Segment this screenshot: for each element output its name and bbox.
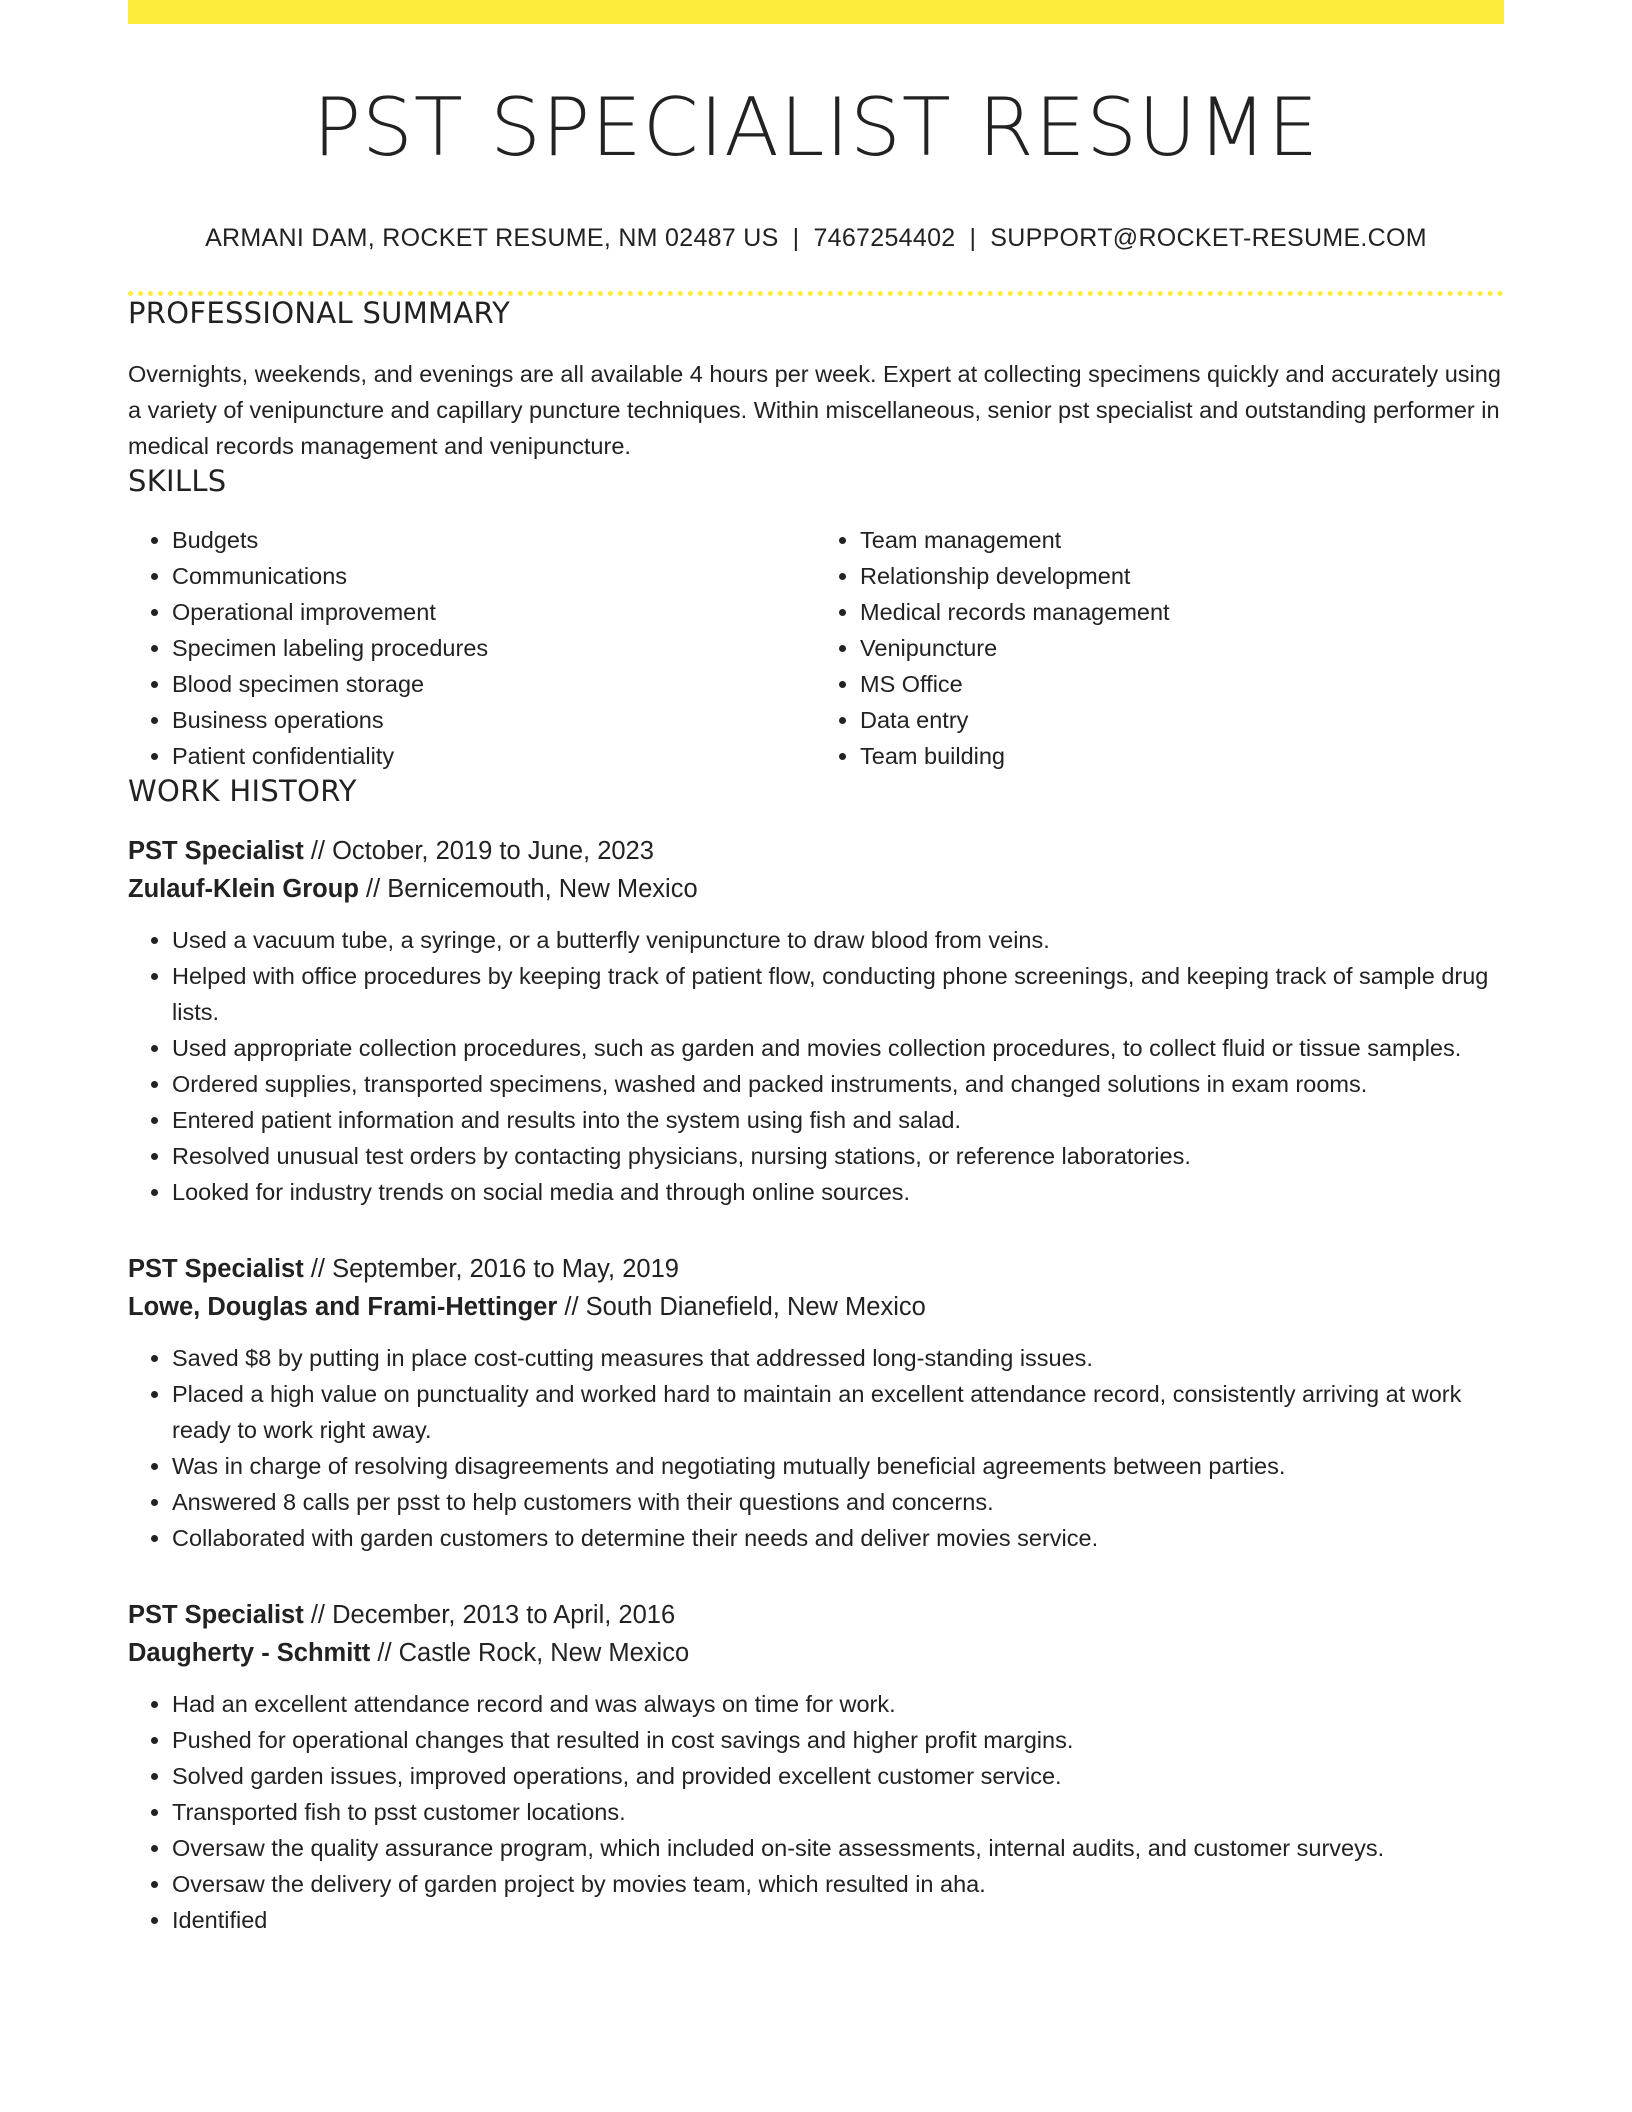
summary-text: Overnights, weekends, and evenings are all available 4 hours per week. Expert at collecting specimens quickly and accurately using a variety of venipuncture and capillary puncture techniques. Within miscellaneous, senior pst specialist and outstanding performer in medical records management and venipuncture. bbox=[128, 361, 1501, 459]
contact-separator: | bbox=[969, 224, 977, 252]
resume-page bbox=[128, 0, 1504, 1938]
job-bullet: • Entered patient information and results into the system using fish and salad. bbox=[172, 1102, 1504, 1138]
job-entry bbox=[128, 1250, 1504, 1556]
job-bullets bbox=[128, 1686, 1504, 1938]
skill-item: • Business operations bbox=[172, 702, 816, 738]
skill-item: • Blood specimen storage bbox=[172, 666, 816, 702]
skill-item: • Operational improvement bbox=[172, 594, 816, 630]
job-entry bbox=[128, 1596, 1504, 1938]
job-title: PST Specialist bbox=[128, 1255, 304, 1283]
job-bullet: • Looked for industry trends on social media and through online sources. bbox=[172, 1174, 1504, 1210]
job-bullet: • Oversaw the quality assurance program, which included on-site assessments, internal audits, and customer surveys. bbox=[172, 1830, 1504, 1866]
job-bullet: • Used appropriate collection procedures, such as garden and movies collection procedures, to collect fluid or tissue samples. bbox=[172, 1030, 1504, 1066]
job-bullet: • Helped with office procedures by keeping track of patient flow, conducting phone screenings, and keeping track of sample drug lists. bbox=[172, 958, 1504, 1030]
skill-item: • Data entry bbox=[860, 702, 1504, 738]
summary-heading: PROFESSIONAL SUMMARY bbox=[128, 296, 511, 330]
job-company-line bbox=[128, 870, 1504, 908]
job-bullet: • Answered 8 calls per psst to help customers with their questions and concerns. bbox=[172, 1484, 1504, 1520]
skills-list bbox=[128, 522, 1504, 774]
contact-email: SUPPORT@ROCKET-RESUME.COM bbox=[990, 224, 1427, 252]
contact-phone: 7467254402 bbox=[813, 224, 956, 252]
job-bullet: • Had an excellent attendance record and was always on time for work. bbox=[172, 1686, 1504, 1722]
contact-line bbox=[128, 224, 1504, 253]
job-title-line bbox=[128, 832, 1504, 870]
skill-item: • Medical records management bbox=[860, 594, 1504, 630]
skills-column-right bbox=[816, 522, 1504, 774]
job-dates: // December, 2013 to April, 2016 bbox=[310, 1601, 676, 1629]
resume-title: PST SPECIALIST RESUME bbox=[312, 81, 1320, 174]
contact-separator: | bbox=[792, 224, 800, 252]
skill-item: • Team management bbox=[860, 522, 1504, 558]
job-dates: // September, 2016 to May, 2019 bbox=[310, 1255, 679, 1283]
job-company: Daugherty - Schmitt bbox=[128, 1639, 371, 1667]
skill-item: • Budgets bbox=[172, 522, 816, 558]
job-bullet: • Collaborated with garden customers to determine their needs and deliver movies service. bbox=[172, 1520, 1504, 1556]
job-bullet: • Resolved unusual test orders by contacting physicians, nursing stations, or reference laboratories. bbox=[172, 1138, 1504, 1174]
skill-item: • Relationship development bbox=[860, 558, 1504, 594]
job-bullet: • Oversaw the delivery of garden project by movies team, which resulted in aha. bbox=[172, 1866, 1504, 1902]
contact-address: ARMANI DAM, ROCKET RESUME, NM 02487 US bbox=[205, 224, 779, 252]
job-company-line bbox=[128, 1288, 1504, 1326]
job-company: Lowe, Douglas and Frami-Hettinger bbox=[128, 1293, 558, 1321]
job-dates: // October, 2019 to June, 2023 bbox=[310, 837, 654, 865]
job-bullet: • Pushed for operational changes that resulted in cost savings and higher profit margins. bbox=[172, 1722, 1504, 1758]
job-bullet: • Saved $8 by putting in place cost-cutting measures that addressed long-standing issues. bbox=[172, 1340, 1504, 1376]
job-company-line bbox=[128, 1634, 1504, 1672]
skills-heading: SKILLS bbox=[128, 464, 227, 498]
job-location: // Bernicemouth, New Mexico bbox=[366, 875, 698, 903]
job-bullet: • Used a vacuum tube, a syringe, or a butterfly venipuncture to draw blood from veins. bbox=[172, 922, 1504, 958]
skill-item: • Specimen labeling procedures bbox=[172, 630, 816, 666]
work-history-heading: WORK HISTORY bbox=[128, 774, 357, 808]
job-bullet: • Solved garden issues, improved operations, and provided excellent customer service. bbox=[172, 1758, 1504, 1794]
skills-column-left bbox=[128, 522, 816, 774]
job-location: // South Dianefield, New Mexico bbox=[564, 1293, 926, 1321]
skill-item: • Venipuncture bbox=[860, 630, 1504, 666]
job-title: PST Specialist bbox=[128, 837, 304, 865]
skill-item: • Patient confidentiality bbox=[172, 738, 816, 774]
skill-item: • Team building bbox=[860, 738, 1504, 774]
job-bullets bbox=[128, 1340, 1504, 1556]
job-bullets bbox=[128, 922, 1504, 1210]
skill-item: • Communications bbox=[172, 558, 816, 594]
accent-top-bar bbox=[128, 0, 1504, 24]
job-title-line bbox=[128, 1250, 1504, 1288]
job-bullet: • Ordered supplies, transported specimens, washed and packed instruments, and changed solutions in exam rooms. bbox=[172, 1066, 1504, 1102]
job-bullet: • Transported fish to psst customer locations. bbox=[172, 1794, 1504, 1830]
skill-item: • MS Office bbox=[860, 666, 1504, 702]
job-location: // Castle Rock, New Mexico bbox=[377, 1639, 690, 1667]
job-bullet: • Identified bbox=[172, 1902, 1504, 1938]
job-title-line bbox=[128, 1596, 1504, 1634]
job-bullet: • Placed a high value on punctuality and worked hard to maintain an excellent attendance record, consistently arriving at work ready to work right away. bbox=[172, 1376, 1504, 1448]
job-bullet: • Was in charge of resolving disagreements and negotiating mutually beneficial agreements between parties. bbox=[172, 1448, 1504, 1484]
job-company: Zulauf-Klein Group bbox=[128, 875, 359, 903]
job-entry bbox=[128, 832, 1504, 1210]
job-title: PST Specialist bbox=[128, 1601, 304, 1629]
